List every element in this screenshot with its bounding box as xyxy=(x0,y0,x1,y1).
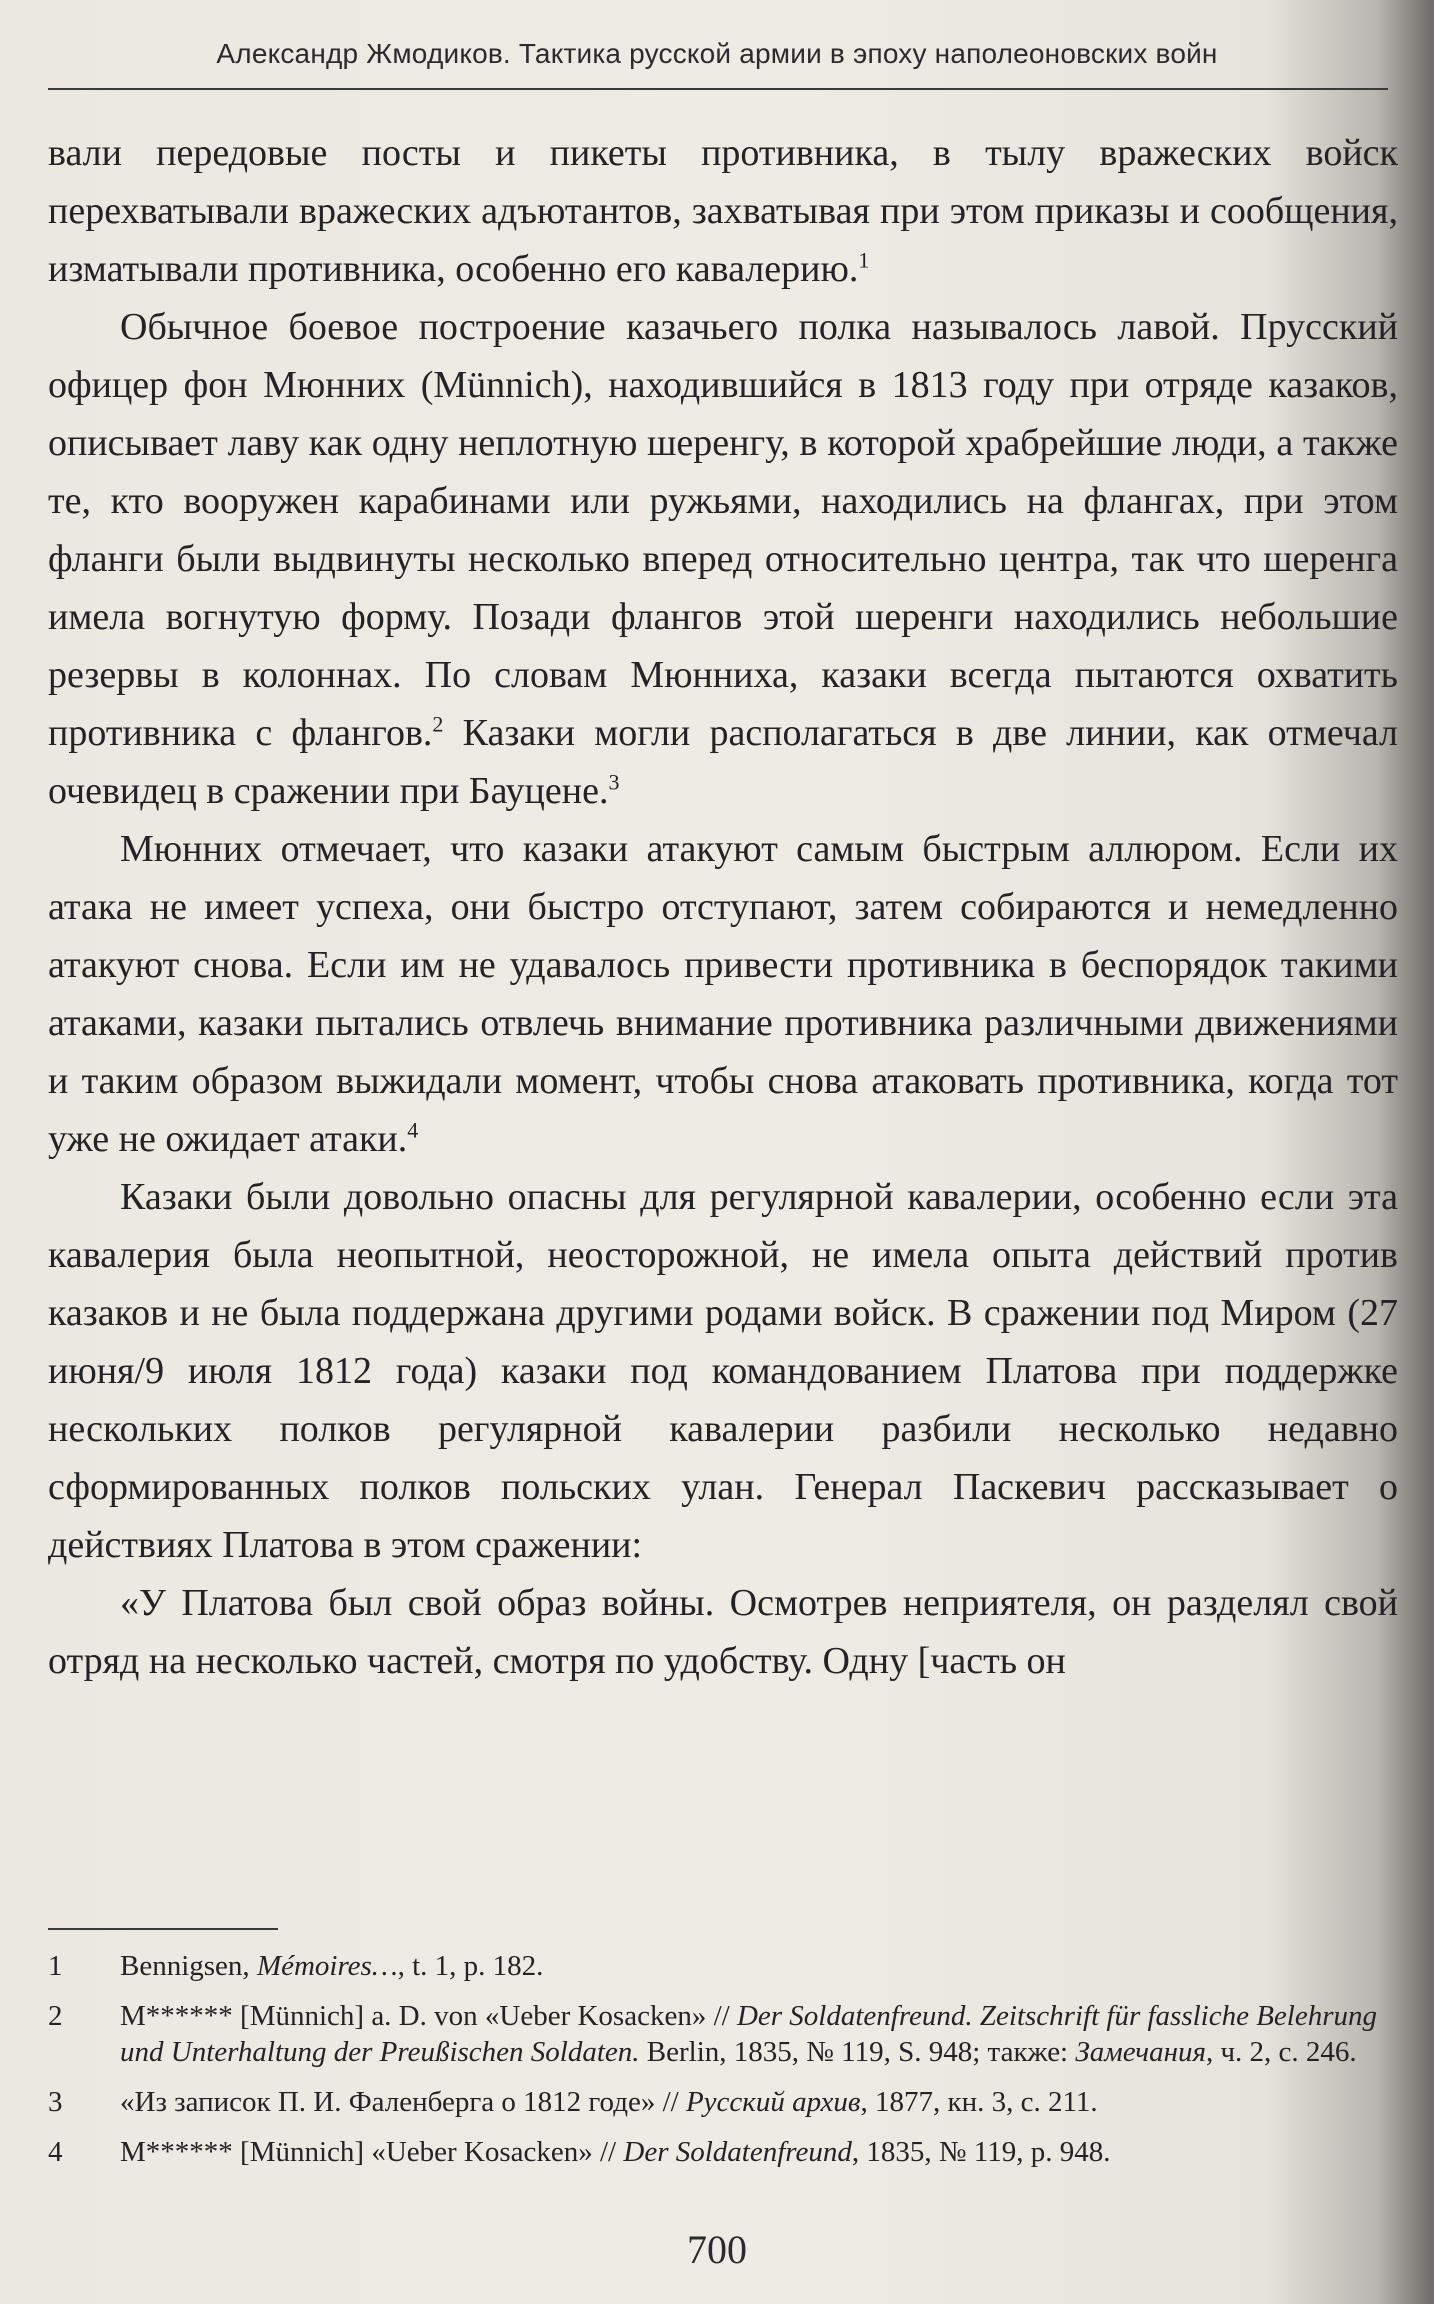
footnote-part: Der Soldatenfreund xyxy=(623,2136,852,2168)
header-rule xyxy=(48,88,1388,90)
paragraph-5 xyxy=(48,1574,1398,1690)
footnote-part: , 1877, кн. 3, с. 211. xyxy=(860,2086,1098,2118)
footnote-1 xyxy=(48,1948,1388,1984)
footnote-ref-2: 2 xyxy=(432,711,444,737)
footnote-ref-4: 4 xyxy=(407,1117,419,1143)
footnote-part: , 1835, № 119, p. 948. xyxy=(851,2136,1111,2168)
footnote-text xyxy=(120,2084,1388,2120)
footnote-text xyxy=(120,1998,1388,2070)
footnote-number: 2 xyxy=(48,2000,63,2032)
paragraph-2 xyxy=(48,298,1398,820)
paragraph-1-text: вали передовые посты и пикеты противника, в тылу вражеских войск перехватывали вражеских адъютантов, захватывая при этом приказы и сообщения, изматывали противника, особенно его кавалерию. xyxy=(48,132,1398,290)
paragraph-4 xyxy=(48,1168,1398,1574)
footnote-part: M****** [Münnich] «Ueber Kosacken» // xyxy=(120,2136,624,2168)
footnote-ref-3: 3 xyxy=(608,769,620,795)
paragraph-3 xyxy=(48,820,1398,1168)
page-number: 700 xyxy=(687,2227,747,2272)
footnote-part: , t. 1, p. 182. xyxy=(397,1950,544,1982)
footnote-part: «Из записок П. И. Фаленберга о 1812 годе» // xyxy=(120,2086,686,2118)
footnote-text xyxy=(120,2134,1388,2170)
paragraph-4-text: Казаки были довольно опасны для регулярной кавалерии, особенно если эта кавалерия была неопытной, неосторожной, не имела опыта действий против казаков и не была поддержана другими родами войск. В сражении под Миром (27 июня/9 июля 1812 года) казаки под командованием Платова при поддержке нескольких полков регулярной кавалерии разбили несколько недавно сформированных полков польских улан. Генерал Паскевич рассказывает о действиях Платова в этом сражении: xyxy=(48,1176,1398,1566)
footnote-3 xyxy=(48,2084,1388,2120)
footnote-number: 1 xyxy=(48,1950,63,1982)
footnote-rule xyxy=(48,1928,278,1930)
footnote-part: Der Soldatenfreund. Zeitschrift für fassliche Belehrung und Unterhaltung der Preußischen Soldaten. xyxy=(120,2000,1378,2068)
footnote-part: Замечания xyxy=(1075,2036,1206,2068)
footnote-2 xyxy=(48,1998,1388,2070)
footnote-ref-1: 1 xyxy=(858,247,870,273)
footnotes xyxy=(48,1948,1388,2184)
running-head: Александр Жмодиков. Тактика русской армии в эпоху наполеоновских войн xyxy=(216,38,1218,69)
footnote-number: 3 xyxy=(48,2086,63,2118)
footnote-part: , ч. 2, с. 246. xyxy=(1205,2036,1357,2068)
footnote-part: Русский архив xyxy=(685,2086,861,2118)
footnote-4 xyxy=(48,2134,1388,2170)
paragraph-2-text-a: Обычное боевое построение казачьего полка называлось лавой. Прусский офицер фон Мюнних (Münnich), находившийся в 1813 году при отряде казаков, описывает лаву как одну неплотную шеренгу, в которой храбрейшие люди, а также те, кто вооружен карабинами или ружьями, находились на флангах, при этом фланги были выдвинуты несколько вперед относительно центра, так что шеренга имела вогнутую форму. Позади флангов этой шеренги находились небольшие резервы в колоннах. По словам Мюнниха, казаки всегда пытаются охватить противника с флангов. xyxy=(48,306,1398,754)
paragraph-5-text: «У Платова был свой образ войны. Осмотрев неприятеля, он разделял свой отряд на несколько частей, смотря по удобству. Одну [часть он xyxy=(48,1582,1398,1682)
paragraph-2-text-b: Казаки могли располагаться в две линии, как отмечал очевидец в сражении при Бауцене. xyxy=(48,712,1399,812)
body-text xyxy=(48,124,1398,1690)
footnote-part: Bennigsen, xyxy=(120,1950,257,1982)
footnote-part: Berlin, 1835, № 119, S. 948; также: xyxy=(639,2036,1076,2068)
paragraph-1 xyxy=(48,124,1398,298)
footnote-part: M****** [Münnich] a. D. von «Ueber Kosacken» // xyxy=(120,2000,737,2032)
footnote-number: 4 xyxy=(48,2136,63,2168)
footnote-part: Mémoires… xyxy=(256,1950,398,1982)
paragraph-3-text: Мюнних отмечает, что казаки атакуют самым быстрым аллюром. Если их атака не имеет успеха, они быстро отступают, затем собираются и немедленно атакуют снова. Если им не удавалось привести противника в беспорядок такими атаками, казаки пытались отвлечь внимание противника различными движениями и таким образом выжидали момент, чтобы снова атаковать противника, когда тот уже не ожидает атаки. xyxy=(48,828,1398,1160)
footnote-text xyxy=(120,1948,1388,1984)
